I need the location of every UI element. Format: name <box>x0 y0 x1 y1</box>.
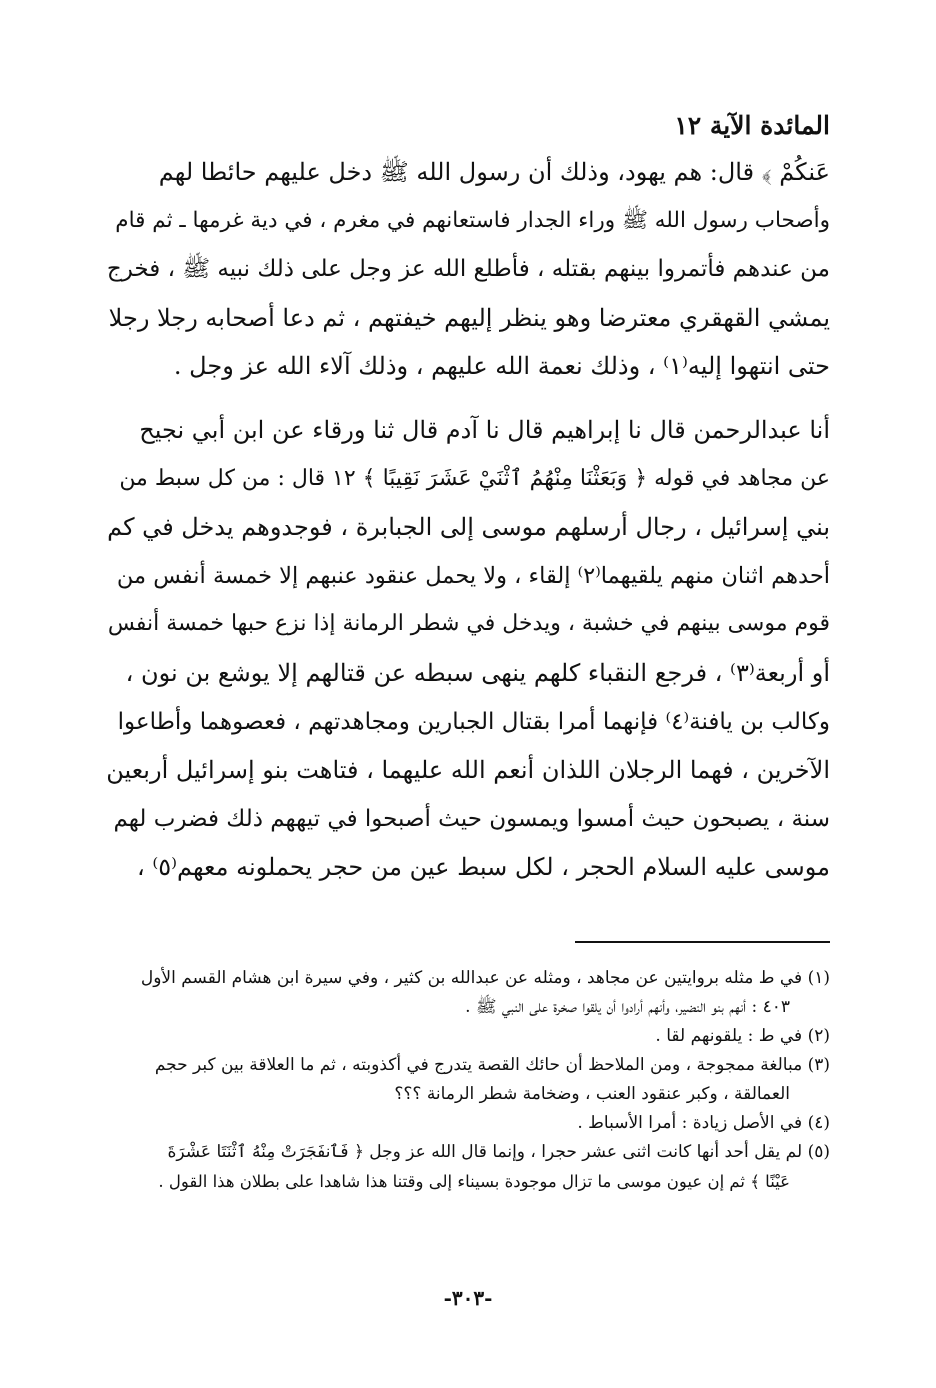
footnote: (٥) لم يقل أحد أنها كانت اثنى عشر حجرا ، وإنما قال الله عز وجل ﴿ فَٱنفَجَرَتْ مِنْهُ ٱثْنَتَا عَشْرَةَ <box>167 1142 830 1162</box>
footnote-continuation: عَيْنًا ﴾ ثم إن عيون موسى ما تزال موجودة بسيناء إلى وقتنا هذا شاهدا على بطلان هذا القول . <box>158 1172 790 1191</box>
footnote-continuation: العمالقة ، وكبر عنقود العنب ، وضخامة شطر الرمانة ؟؟؟ <box>394 1084 790 1104</box>
footnote: (٣) مبالغة ممجوجة ، ومن الملاحظ أن حائك القصة يتدرج في أكذوبته ، ثم ما العلاقة بين كبر حجم <box>154 1055 830 1075</box>
paragraph-2 <box>105 406 830 892</box>
text-line: سنة ، يصبحون حيث أمسوا ويمسون حيث أصبحوا في تيههم ذلك فضرب لهم <box>113 805 830 832</box>
text-line: عن مجاهد في قوله ﴿ وَبَعَثْنَا مِنْهُمُ ٱثْنَيْ عَشَرَ نَقِيبًا ﴾ ١٢ قال : من كل سبط من <box>119 465 830 491</box>
footnote: (٤) في الأصل زيادة : أمرا الأسباط . <box>577 1113 830 1133</box>
page-number: -٣٠٣- <box>443 1286 493 1310</box>
text-line: وكالب بن يافنة⁽٤⁾ فإنهما أمرا بقتال الجبارين ومجاهدتهم ، فعصوهما وأطاعوا <box>117 708 830 735</box>
page-heading: المائدة الآية ١٢ <box>674 111 830 140</box>
text-line: أحدهم اثنان منهم يلقيهما⁽٢⁾ إلقاء ، ولا يحمل عنقود عنبهم إلا خمسة أنفس من <box>116 562 830 589</box>
footnote: (٢) في ط : يلقونهم لقا . <box>655 1026 830 1046</box>
footnote-continuation: ٤٠٣ : أنهم بنو النضير، وأنهم أرادوا أن يلقوا صخرة على النبي ﷺ . <box>465 997 790 1017</box>
text-line: وأصحاب رسول الله ﷺ وراء الجدار فاستعانهم في مغرم ، في دية غرمها ـ ثم قام <box>115 207 830 233</box>
text-line: من عندهم فأتمروا بينهم بقتله ، فأطلع الله عز وجل على ذلك نبيه ﷺ ، فخرج <box>106 256 830 283</box>
text-line: يمشي القهقري معترضا وهو ينظر إليهم خيفتهم ، ثم دعا أصحابه رجلا رجلا <box>108 303 830 332</box>
paragraph-1 <box>105 148 830 391</box>
text-line: أو أربعة⁽٣⁾ ، فرجع النقباء كلهم ينهى سبطه عن قتالهم إلا يوشع بن نون ، <box>125 658 830 687</box>
text-line: أنا عبدالرحمن قال نا إبراهيم قال نا آدم قال ثنا ورقاء عن ابن أبي نجيح <box>139 416 830 444</box>
footnote-divider <box>575 941 830 943</box>
text-line: عَنكُمْ ﴾ قال: هم يهود، وذلك أن رسول الله ﷺ دخل عليهم حائطا لهم <box>158 158 830 186</box>
text-line: قوم موسى بينهم في خشبة ، ويدخل في شطر الرمانة إذا نزع حبها خمسة أنفس <box>107 611 830 637</box>
text-line: موسى عليه السلام الحجر ، لكل سبط عين من حجر يحملونه معهم⁽٥⁾ ، <box>136 853 830 882</box>
text-line: الآخرين ، فهما الرجلان اللذان أنعم الله عليهما ، فتاهت بنو إسرائيل أربعين <box>106 756 830 785</box>
text-line: بني إسرائيل ، رجال أرسلهم موسى إلى الجبابرة ، فوجدوهم يدخل في كم <box>107 513 830 542</box>
text-line: حتى انتهوا إليه⁽١⁾ ، وذلك نعمة الله عليهم ، وذلك آلاء الله عز وجل . <box>173 352 830 381</box>
footnotes <box>102 964 830 1196</box>
footnote: (١) في ط مثله بروايتين عن مجاهد ، ومثله عن عبدالله بن كثير ، وفي سيرة ابن هشام القسم الأول <box>140 968 830 988</box>
